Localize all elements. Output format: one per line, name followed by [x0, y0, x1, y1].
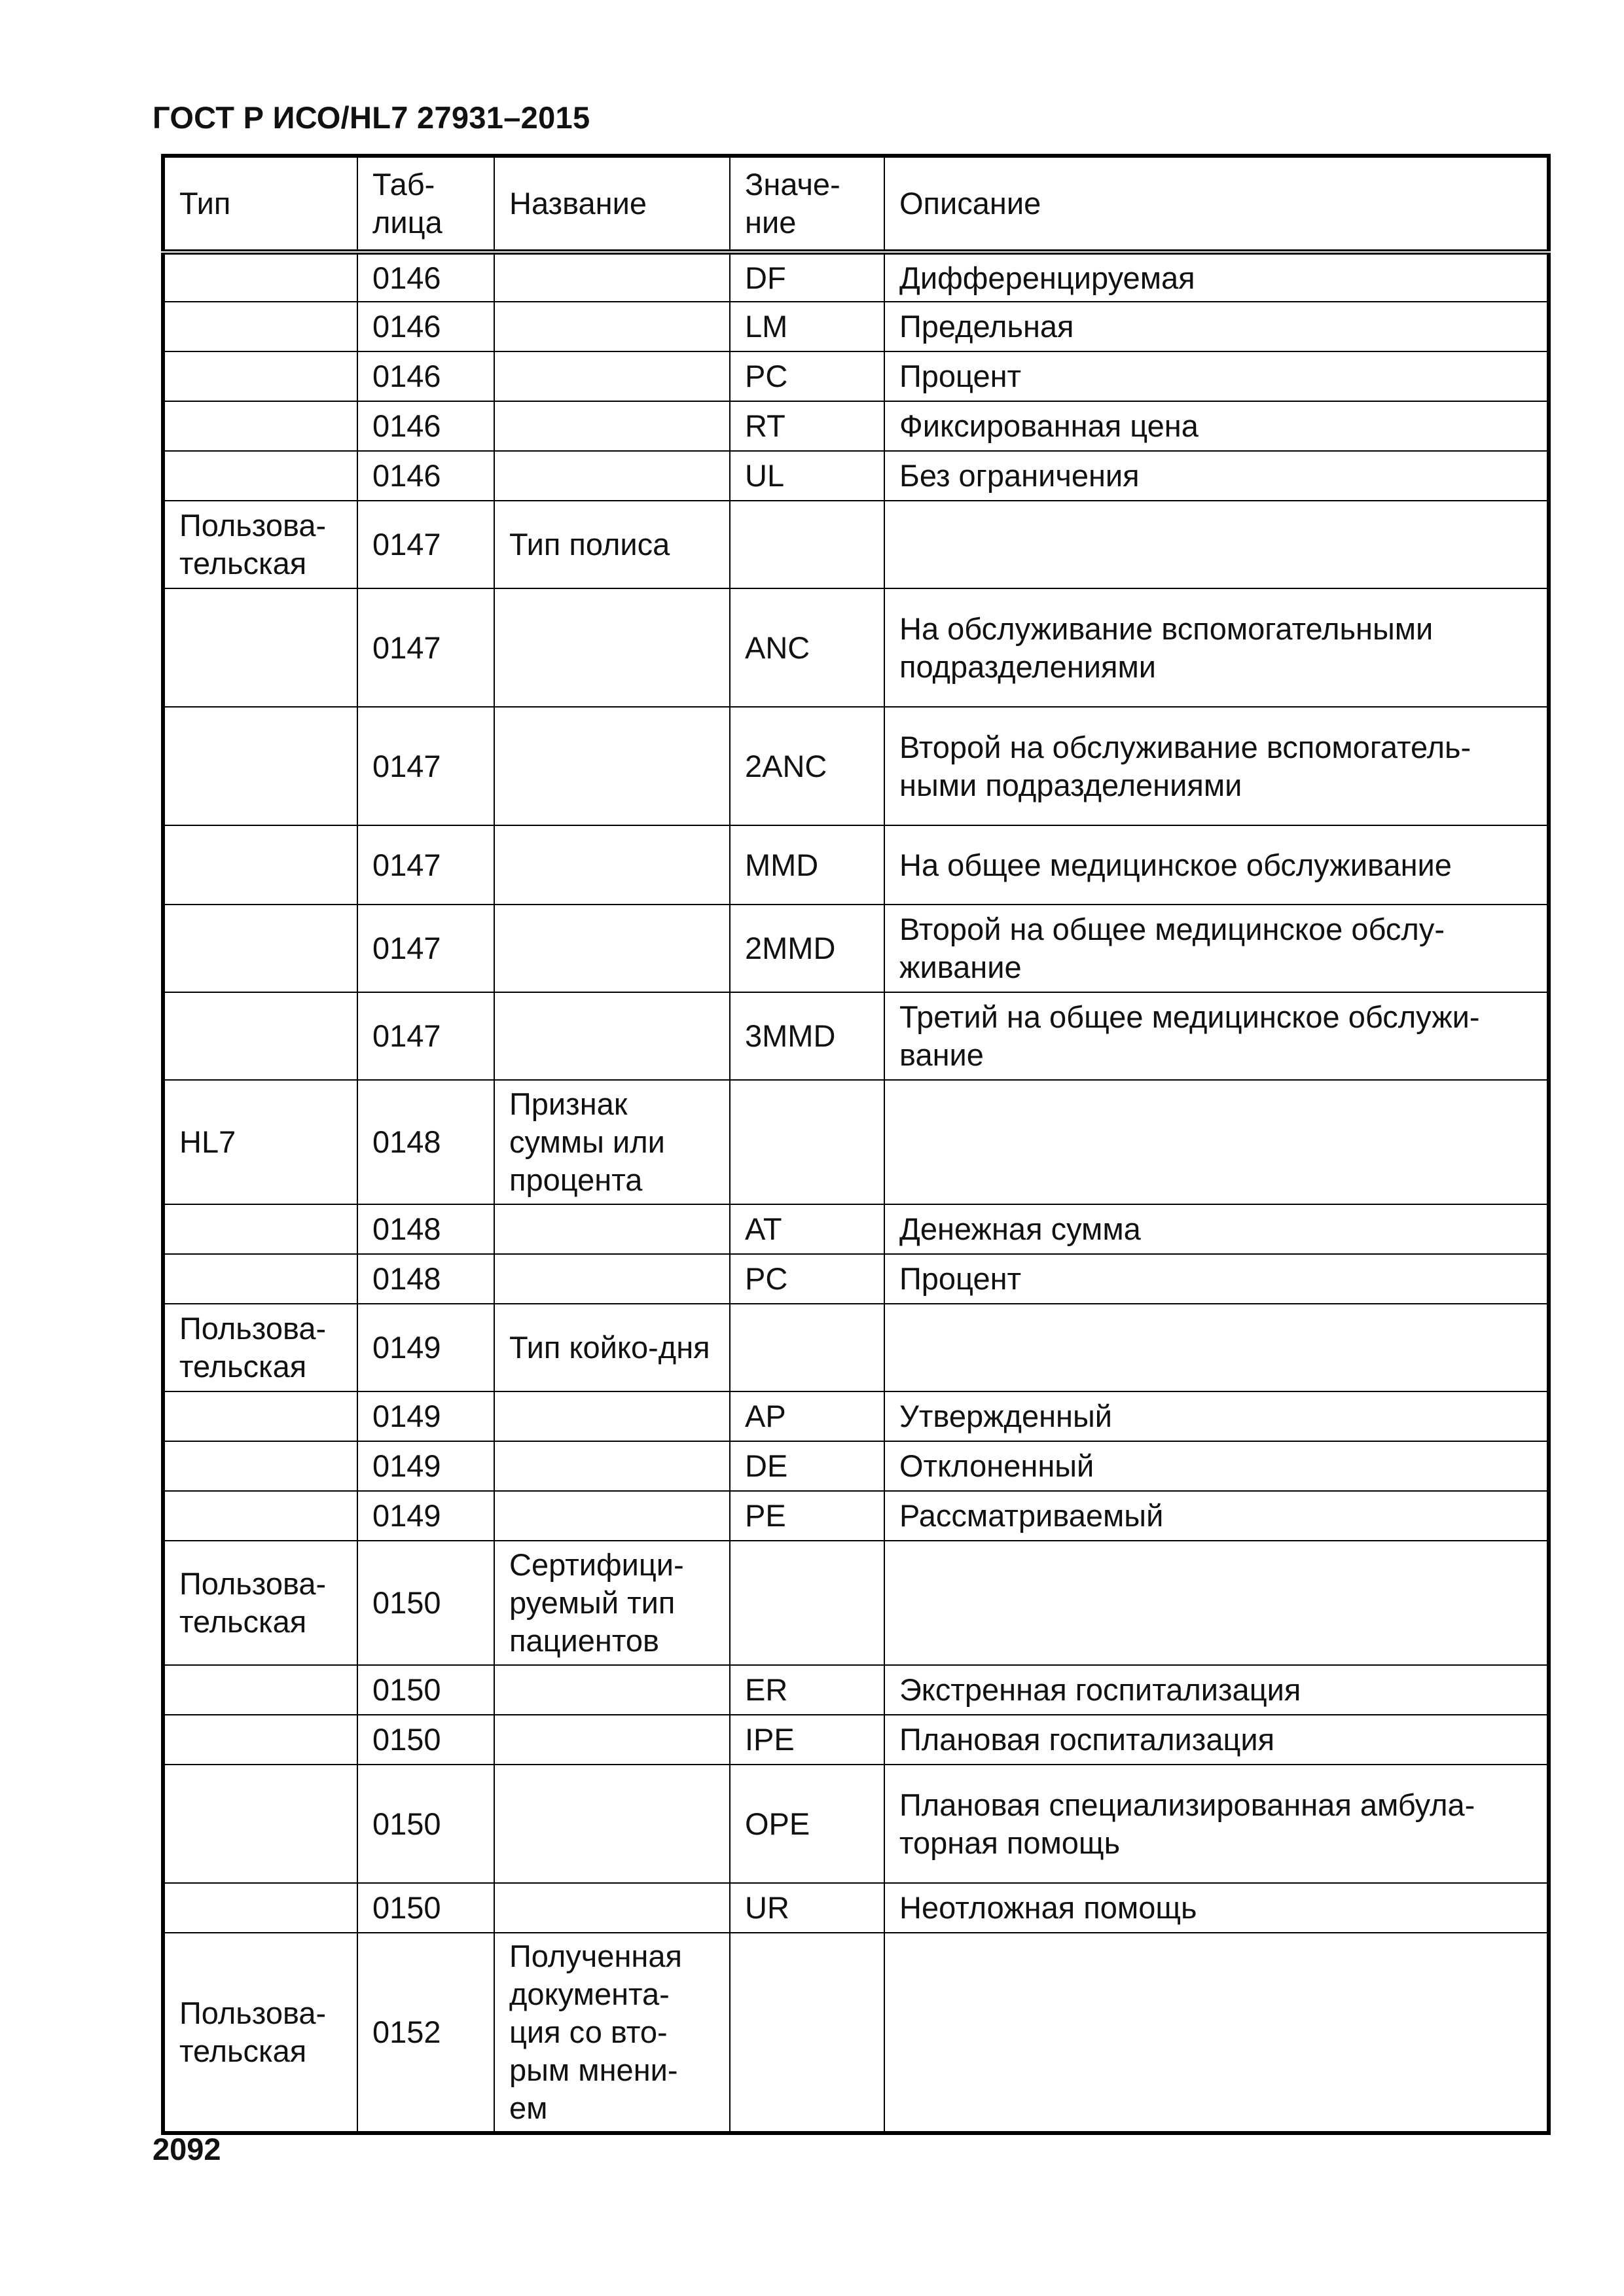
- cell-description: Предельная: [884, 302, 1549, 351]
- cell-name: [494, 401, 730, 451]
- cell-type: [163, 1883, 357, 1933]
- cell-description: Дифференцируемая: [884, 252, 1549, 302]
- cell-table: 0148: [357, 1080, 494, 1204]
- document-header: ГОСТ Р ИСО/HL7 27931–2015: [153, 100, 590, 135]
- cell-type: [163, 401, 357, 451]
- cell-type: [163, 1204, 357, 1254]
- cell-type: [163, 451, 357, 501]
- cell-value: MMD: [730, 825, 884, 905]
- cell-table: 0147: [357, 707, 494, 825]
- page-number: 2092: [153, 2132, 221, 2166]
- table-row: [163, 451, 1549, 501]
- cell-table: 0146: [357, 302, 494, 351]
- cell-table: 0148: [357, 1204, 494, 1254]
- cell-value: 3MMD: [730, 992, 884, 1080]
- cell-name: [494, 1391, 730, 1441]
- cell-table: 0147: [357, 905, 494, 992]
- cell-description: Неотложная помощь: [884, 1883, 1549, 1933]
- cell-name: [494, 707, 730, 825]
- cell-description: Второй на обслуживание вспомогатель-ными подразделениями: [884, 707, 1549, 825]
- table-row: [163, 1715, 1549, 1765]
- table-body: [163, 252, 1549, 2133]
- table-row: [163, 302, 1549, 351]
- cell-value: [730, 1304, 884, 1391]
- cell-description: На общее медицинское обслуживание: [884, 825, 1549, 905]
- cell-type: [163, 1441, 357, 1491]
- cell-name: [494, 905, 730, 992]
- table-row: [163, 1765, 1549, 1883]
- cell-table: 0147: [357, 501, 494, 588]
- cell-description: Плановая госпитализация: [884, 1715, 1549, 1765]
- cell-name: [494, 351, 730, 401]
- table-row: [163, 1254, 1549, 1304]
- cell-name: [494, 1715, 730, 1765]
- cell-value: AT: [730, 1204, 884, 1254]
- cell-name: [494, 588, 730, 707]
- cell-table: 0152: [357, 1933, 494, 2133]
- cell-description: Второй на общее медицинское обслу-живание: [884, 905, 1549, 992]
- cell-type: [163, 1765, 357, 1883]
- col-header-description: Описание: [884, 156, 1549, 252]
- cell-table: 0150: [357, 1541, 494, 1665]
- table-row: [163, 1541, 1549, 1665]
- cell-value: 2MMD: [730, 905, 884, 992]
- cell-table: 0150: [357, 1715, 494, 1765]
- cell-description: Плановая специализированная амбула-торная помощь: [884, 1765, 1549, 1883]
- cell-type: [163, 905, 357, 992]
- cell-value: PC: [730, 351, 884, 401]
- cell-description: [884, 1304, 1549, 1391]
- table-row: [163, 501, 1549, 588]
- cell-table: 0146: [357, 252, 494, 302]
- cell-value: RT: [730, 401, 884, 451]
- cell-value: PE: [730, 1491, 884, 1541]
- table-row: [163, 252, 1549, 302]
- cell-description: Третий на общее медицинское обслужи-вание: [884, 992, 1549, 1080]
- cell-value: UR: [730, 1883, 884, 1933]
- cell-description: [884, 1080, 1549, 1204]
- cell-table: 0146: [357, 351, 494, 401]
- table-row: [163, 588, 1549, 707]
- col-header-table: Таб- лица: [357, 156, 494, 252]
- table-row: [163, 1883, 1549, 1933]
- table-row: [163, 1204, 1549, 1254]
- cell-description: Утвержденный: [884, 1391, 1549, 1441]
- table-row: [163, 1933, 1549, 2133]
- hl7-table: [161, 154, 1551, 2135]
- cell-type: [163, 1254, 357, 1304]
- cell-description: [884, 501, 1549, 588]
- cell-name: [494, 302, 730, 351]
- cell-name: [494, 451, 730, 501]
- cell-table: 0148: [357, 1254, 494, 1304]
- table-row: [163, 992, 1549, 1080]
- cell-table: 0147: [357, 992, 494, 1080]
- cell-type: [163, 1391, 357, 1441]
- cell-value: [730, 1933, 884, 2133]
- cell-value: ANC: [730, 588, 884, 707]
- table-row: [163, 1491, 1549, 1541]
- cell-value: UL: [730, 451, 884, 501]
- cell-name: [494, 992, 730, 1080]
- table-row: [163, 1665, 1549, 1715]
- cell-value: IPE: [730, 1715, 884, 1765]
- cell-value: OPE: [730, 1765, 884, 1883]
- cell-table: 0147: [357, 588, 494, 707]
- cell-value: [730, 1541, 884, 1665]
- cell-table: 0147: [357, 825, 494, 905]
- cell-value: DF: [730, 252, 884, 302]
- table-row: [163, 1304, 1549, 1391]
- cell-table: 0150: [357, 1765, 494, 1883]
- table-row: [163, 825, 1549, 905]
- cell-type: HL7: [163, 1080, 357, 1204]
- cell-value: PC: [730, 1254, 884, 1304]
- cell-description: Денежная сумма: [884, 1204, 1549, 1254]
- cell-name: [494, 1765, 730, 1883]
- cell-type: [163, 351, 357, 401]
- col-header-type: Тип: [163, 156, 357, 252]
- cell-table: 0150: [357, 1665, 494, 1715]
- cell-description: [884, 1933, 1549, 2133]
- cell-table: 0150: [357, 1883, 494, 1933]
- cell-description: [884, 1541, 1549, 1665]
- cell-type: [163, 992, 357, 1080]
- cell-description: Отклоненный: [884, 1441, 1549, 1491]
- cell-description: Рассматриваемый: [884, 1491, 1549, 1541]
- table-row: [163, 351, 1549, 401]
- cell-name: [494, 1665, 730, 1715]
- cell-name: [494, 1883, 730, 1933]
- cell-type: Пользова- тельская: [163, 1933, 357, 2133]
- cell-type: [163, 302, 357, 351]
- cell-value: 2ANC: [730, 707, 884, 825]
- cell-name: Полученная документа-ция со вто-рым мнени-ем: [494, 1933, 730, 2133]
- cell-name: [494, 1491, 730, 1541]
- cell-name: Тип койко-дня: [494, 1304, 730, 1391]
- cell-value: AP: [730, 1391, 884, 1441]
- cell-type: [163, 707, 357, 825]
- cell-name: Тип полиса: [494, 501, 730, 588]
- cell-value: [730, 1080, 884, 1204]
- cell-table: 0146: [357, 401, 494, 451]
- table-row: [163, 1391, 1549, 1441]
- cell-type: Пользова- тельская: [163, 1541, 357, 1665]
- cell-name: [494, 1441, 730, 1491]
- table-row: [163, 905, 1549, 992]
- col-header-value: Значе- ние: [730, 156, 884, 252]
- table-row: [163, 401, 1549, 451]
- cell-type: Пользова- тельская: [163, 501, 357, 588]
- cell-value: [730, 501, 884, 588]
- cell-type: [163, 1665, 357, 1715]
- cell-table: 0149: [357, 1441, 494, 1491]
- cell-table: 0149: [357, 1304, 494, 1391]
- cell-type: Пользова- тельская: [163, 1304, 357, 1391]
- cell-description: Фиксированная цена: [884, 401, 1549, 451]
- cell-type: [163, 252, 357, 302]
- col-header-name: Название: [494, 156, 730, 252]
- table-row: [163, 1080, 1549, 1204]
- cell-name: [494, 1254, 730, 1304]
- table-row: [163, 1441, 1549, 1491]
- cell-type: [163, 1491, 357, 1541]
- cell-name: [494, 825, 730, 905]
- header-row: [163, 156, 1549, 252]
- cell-description: Экстренная госпитализация: [884, 1665, 1549, 1715]
- cell-description: Без ограничения: [884, 451, 1549, 501]
- cell-name: [494, 252, 730, 302]
- cell-description: На обслуживание вспомогательными подразделениями: [884, 588, 1549, 707]
- cell-table: 0149: [357, 1391, 494, 1441]
- cell-name: [494, 1204, 730, 1254]
- cell-value: ER: [730, 1665, 884, 1715]
- cell-table: 0149: [357, 1491, 494, 1541]
- cell-table: 0146: [357, 451, 494, 501]
- cell-description: Процент: [884, 351, 1549, 401]
- cell-value: LM: [730, 302, 884, 351]
- cell-type: [163, 825, 357, 905]
- cell-type: [163, 1715, 357, 1765]
- cell-name: Сертифици-руемый тип пациентов: [494, 1541, 730, 1665]
- table-row: [163, 707, 1549, 825]
- cell-type: [163, 588, 357, 707]
- cell-value: DE: [730, 1441, 884, 1491]
- cell-description: Процент: [884, 1254, 1549, 1304]
- cell-name: Признак суммы или процента: [494, 1080, 730, 1204]
